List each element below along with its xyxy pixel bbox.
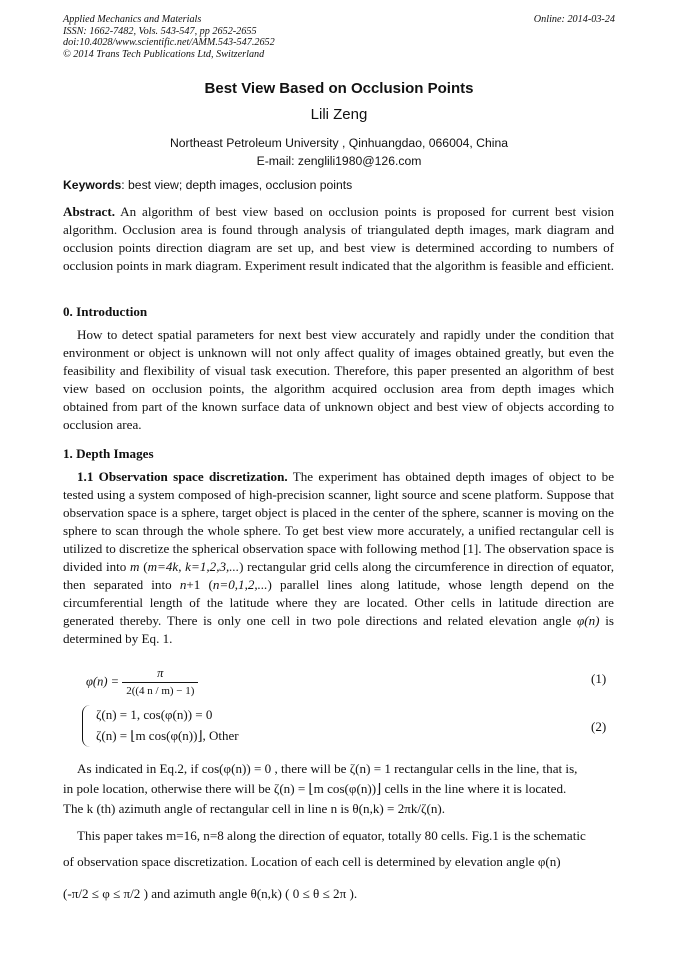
explanation-line: in pole location, otherwise there will be ζ(n) = ⌊m cos(φ(n))⌋ cells in the line where it is located. [63,781,567,796]
discretization-paragraph [63,823,614,907]
introduction-paragraph: How to detect spatial parameters for next best view accurately and rapidly under the condition that environment or object is unknown will not only affect quality of images obtained greatly, but even the feasibility and flexibility of visual task execution. Therefore, this paper presented an algorithm of best view based on occlusion points, the algorithm acquired occlusion area from depth images which obtained from part of the known surface data of unknown object and best view of objects according to occlusion area. [63,327,614,432]
equation-2-brace [82,705,92,747]
online-date: Online: 2014-03-24 [533,14,615,25]
para-text: ) rectangular grid cells along the circumference in direction of equator, then separated into [63,559,614,592]
issn-line: ISSN: 1662-7482, Vols. 543-547, pp 2652-2655 [63,25,257,37]
para-text: ) parallel lines along latitude, whose length depend on the circumferential length of the latitude where they are located. Other cells in latitude direction are generated thereby. There is only one cell in two pole directions and related elevation angle [63,577,614,628]
discretization-line: This paper takes m=16, n=8 along the direction of equator, totally 80 cells. Fig.1 is the schematic [77,828,586,843]
eq1-fraction [122,666,198,699]
equation-2-case-2: ζ(n) = ⌊m cos(φ(n))⌋, Other [96,728,239,743]
discretization-line: of observation space discretization. Location of each cell is determined by elevation angle φ(n) [63,854,561,869]
var-n: n [179,577,187,592]
paper-title: Best View Based on Occlusion Points [204,80,474,97]
doi-line: doi:10.4028/www.scientific.net/AMM.543-547.2652 [63,37,275,49]
abstract-text: An algorithm of best view based on occlusion points is proposed for current best vision algorithm. Occlusion area is found through analysis of triangulated depth images, mark diagram and occlusion points direction diagram are set up, and best view is determined according to numbers of occlusion points in mark diagram. Experiment result indicated that the algorithm is feasible and efficient. [63,204,614,273]
para-text: is determined by Eq. 1. [63,613,614,646]
author-name: Lili Zeng [310,106,368,123]
para-text: +1 ( [186,577,213,592]
para-text: The experiment has obtained depth images of object to be tested using a system composed of high-precision scanner, light source and scene platform. Suppose that observation space is a sphere, target object is placed in the center of the sphere, scanner is moving on the sphere to scan through the whole sphere. To get best view more accurately, a unified rectangular cell is utilized to discretize the spherical observation space with following method [1]. The observation space is divided into [63,469,615,574]
journal-header [63,14,275,60]
eq1-numerator: π [122,666,198,683]
eq1-lhs: φ(n) = [86,674,120,689]
copyright-line: © 2014 Trans Tech Publications Ltd, Switzerland [63,48,265,60]
keywords [63,178,615,192]
equation-1 [86,666,198,699]
m-definition: m=4k, k=1,2,3,... [147,559,240,574]
eq2-explanation [63,759,614,819]
eq1-denominator: 2((4 n / m) − 1) [126,685,195,697]
affiliation: Northeast Petroleum University , Qinhuangdao, 066004, China [169,136,509,150]
para-text: ( [139,559,148,574]
explanation-line: The k (th) azimuth angle of rectangular cell in line n is θ(n,k) = 2πk/ζ(n). [63,801,446,816]
equation-1-label: (1) [591,671,607,686]
equation-2-case-1: ζ(n) = 1, cos(φ(n)) = 0 [96,707,213,722]
abstract-label: Abstract. [63,204,115,219]
journal-name: Applied Mechanics and Materials [63,14,202,25]
discretization-line: (-π/2 ≤ φ ≤ π/2 ) and azimuth angle θ(n,k) ( 0 ≤ θ ≤ 2π ). [63,886,358,901]
explanation-line: As indicated in Eq.2, if cos(φ(n)) = 0 , there will be ζ(n) = 1 rectangular cells in the line, that is, [77,761,578,776]
email: E-mail: zenglili1980@126.com [256,154,422,168]
var-m: m [130,559,140,574]
abstract [63,203,614,275]
section-heading-introduction: 0. Introduction [63,304,148,319]
equation-2-label: (2) [591,719,607,734]
section-heading-depth-images: 1. Depth Images [63,446,154,461]
keywords-text: : best view; depth images, occlusion points [121,178,353,192]
keywords-label: Keywords [63,178,122,192]
observation-space-paragraph [63,468,614,648]
phi-symbol: φ(n) [576,613,600,628]
n-definition: n=0,1,2,... [212,577,268,592]
subsection-heading: 1.1 Observation space discretization. [77,469,288,484]
